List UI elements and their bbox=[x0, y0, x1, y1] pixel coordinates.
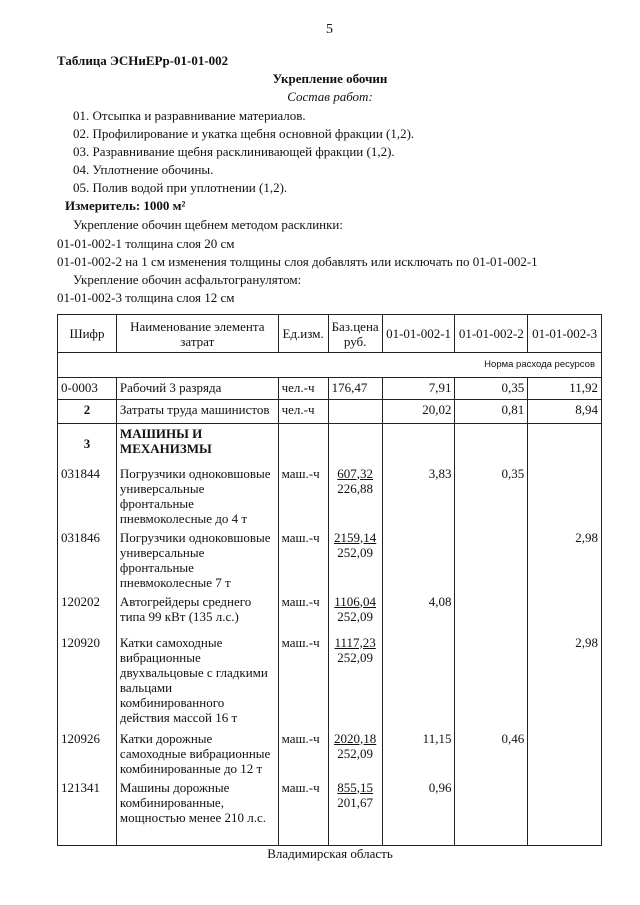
row-value-1: 20,02 bbox=[382, 400, 455, 424]
row-value-1 bbox=[382, 528, 455, 592]
row-value-3: 2,98 bbox=[528, 633, 602, 729]
header-col-1: 01-01-002-1 bbox=[382, 315, 455, 353]
work-item: 03. Разравнивание щебня расклинивающей фракции (1,2). bbox=[73, 144, 395, 159]
row-code: 120202 bbox=[58, 592, 117, 633]
item-01-01-002-2: 01-01-002-2 на 1 см изменения толщины слоя добавлять или исключать по 01-01-002-1 bbox=[57, 254, 538, 269]
price-bottom: 252,09 bbox=[337, 745, 373, 761]
row-value-2 bbox=[455, 592, 528, 633]
row-value-2: 0,81 bbox=[455, 400, 528, 424]
price-top: 2020,18 bbox=[334, 730, 377, 746]
header-col-2: 01-01-002-2 bbox=[455, 315, 528, 353]
row-value-3: 2,98 bbox=[528, 528, 602, 592]
row-unit: чел.-ч bbox=[278, 400, 328, 424]
row-name: Рабочий 3 разряда bbox=[116, 378, 278, 400]
row-code: 031844 bbox=[58, 464, 117, 528]
row-unit: маш.-ч bbox=[278, 592, 328, 633]
header-unit: Ед.изм. bbox=[278, 315, 328, 353]
table-row bbox=[58, 400, 602, 424]
price-bottom: 226,88 bbox=[337, 480, 373, 496]
section-title: Укрепление обочин bbox=[272, 71, 388, 86]
row-value-1: 3,83 bbox=[382, 464, 455, 528]
work-item: 05. Полив водой при уплотнении (1,2). bbox=[73, 180, 288, 195]
row-value-2 bbox=[455, 633, 528, 729]
page-number: 5 bbox=[326, 22, 333, 37]
row-unit: маш.-ч bbox=[278, 528, 328, 592]
price-bottom: 252,09 bbox=[337, 608, 373, 624]
price-top: 2159,14 bbox=[334, 529, 377, 545]
price-top: 1106,04 bbox=[334, 593, 377, 609]
row-value-1: 4,08 bbox=[382, 592, 455, 633]
row-price bbox=[328, 528, 382, 592]
header-price: Баз.цена руб. bbox=[328, 315, 382, 353]
price-bottom: 201,67 bbox=[337, 794, 373, 810]
table-row bbox=[58, 778, 602, 846]
row-value-1: 11,15 bbox=[382, 729, 455, 778]
row-name: Катки самоходные вибрационные двухвальцовые с гладкими вальцами комбинированного действия массой 16 т bbox=[116, 633, 278, 729]
row-price bbox=[328, 400, 382, 424]
table-row bbox=[58, 729, 602, 778]
row-name: Погрузчики одноковшовые универсальные фронтальные пневмоколесные до 4 т bbox=[116, 464, 278, 528]
price-bottom: 252,09 bbox=[337, 544, 373, 560]
work-item: 02. Профилирование и укатка щебня основной фракции (1,2). bbox=[73, 126, 415, 141]
description-asphalt-granulate: Укрепление обочин асфальтогранулятом: bbox=[73, 272, 302, 287]
row-price bbox=[328, 592, 382, 633]
row-unit: маш.-ч bbox=[278, 464, 328, 528]
meter: Измеритель: 1000 м² bbox=[65, 198, 186, 213]
price-value: 176,47 bbox=[331, 380, 368, 395]
header-col-3: 01-01-002-3 bbox=[528, 315, 602, 353]
row-value-2 bbox=[455, 778, 528, 846]
row-name: Катки дорожные самоходные вибрационные комбинированные до 12 т bbox=[116, 729, 278, 778]
table-row bbox=[58, 592, 602, 633]
footer-region: Владимирская область bbox=[267, 846, 393, 861]
row-name: Погрузчики одноковшовые универсальные фронтальные пневмоколесные 7 т bbox=[116, 528, 278, 592]
header-name: Наименование элемента затрат bbox=[116, 315, 278, 353]
row-value-3: 8,94 bbox=[528, 400, 602, 424]
resource-table bbox=[57, 314, 602, 846]
row-name: Машины дорожные комбинированные, мощностью менее 210 л.с. bbox=[116, 778, 278, 846]
row-unit: маш.-ч bbox=[278, 729, 328, 778]
norma-caption: Норма расхода ресурсов bbox=[58, 353, 602, 378]
table-title: Таблица ЭСНиЕРр-01-01-002 bbox=[57, 53, 229, 68]
row-price bbox=[328, 378, 382, 400]
composition-title: Состав работ: bbox=[287, 89, 373, 104]
row-price bbox=[328, 729, 382, 778]
item-01-01-002-1: 01-01-002-1 толщина слоя 20 см bbox=[57, 236, 235, 251]
price-top: 1117,23 bbox=[334, 634, 376, 650]
price-bottom: 252,09 bbox=[337, 649, 373, 665]
table-row bbox=[58, 424, 602, 464]
row-price bbox=[328, 633, 382, 729]
row-value-2: 0,35 bbox=[455, 378, 528, 400]
work-item: 04. Уплотнение обочины. bbox=[73, 162, 214, 177]
row-value-1 bbox=[382, 633, 455, 729]
row-value-1: 7,91 bbox=[382, 378, 455, 400]
row-value-3 bbox=[528, 778, 602, 846]
row-code: 120920 bbox=[58, 633, 117, 729]
row-code: 121341 bbox=[58, 778, 117, 846]
row-price bbox=[328, 778, 382, 846]
row-unit: маш.-ч bbox=[278, 778, 328, 846]
row-value-3 bbox=[528, 592, 602, 633]
row-value-3: 11,92 bbox=[528, 378, 602, 400]
row-code: 120926 bbox=[58, 729, 117, 778]
price-top: 607,32 bbox=[337, 465, 373, 481]
row-value-2: 0,35 bbox=[455, 464, 528, 528]
row-value-2 bbox=[455, 528, 528, 592]
table-row bbox=[58, 378, 602, 400]
table-row bbox=[58, 464, 602, 528]
row-value-2: 0,46 bbox=[455, 729, 528, 778]
row-unit: маш.-ч bbox=[278, 633, 328, 729]
row-name: Автогрейдеры среднего типа 99 кВт (135 л.с.) bbox=[116, 592, 278, 633]
row-name: Затраты труда машинистов bbox=[116, 400, 278, 424]
row-value-3 bbox=[528, 729, 602, 778]
price-top: 855,15 bbox=[337, 779, 373, 795]
item-01-01-002-3: 01-01-002-3 толщина слоя 12 см bbox=[57, 290, 235, 305]
row-value-3 bbox=[528, 464, 602, 528]
row-code: 2 bbox=[58, 400, 117, 424]
row-name: МАШИНЫ И МЕХАНИЗМЫ bbox=[116, 424, 278, 464]
row-price bbox=[328, 464, 382, 528]
row-code: 3 bbox=[58, 424, 117, 464]
description-crushed-stone: Укрепление обочин щебнем методом расклинки: bbox=[73, 217, 343, 232]
table-row bbox=[58, 633, 602, 729]
work-item: 01. Отсыпка и разравнивание материалов. bbox=[73, 108, 306, 123]
header-code: Шифр bbox=[58, 315, 117, 353]
table-row bbox=[58, 528, 602, 592]
row-unit: чел.-ч bbox=[278, 378, 328, 400]
row-code: 0-0003 bbox=[58, 378, 117, 400]
row-value-1: 0,96 bbox=[382, 778, 455, 846]
row-code: 031846 bbox=[58, 528, 117, 592]
